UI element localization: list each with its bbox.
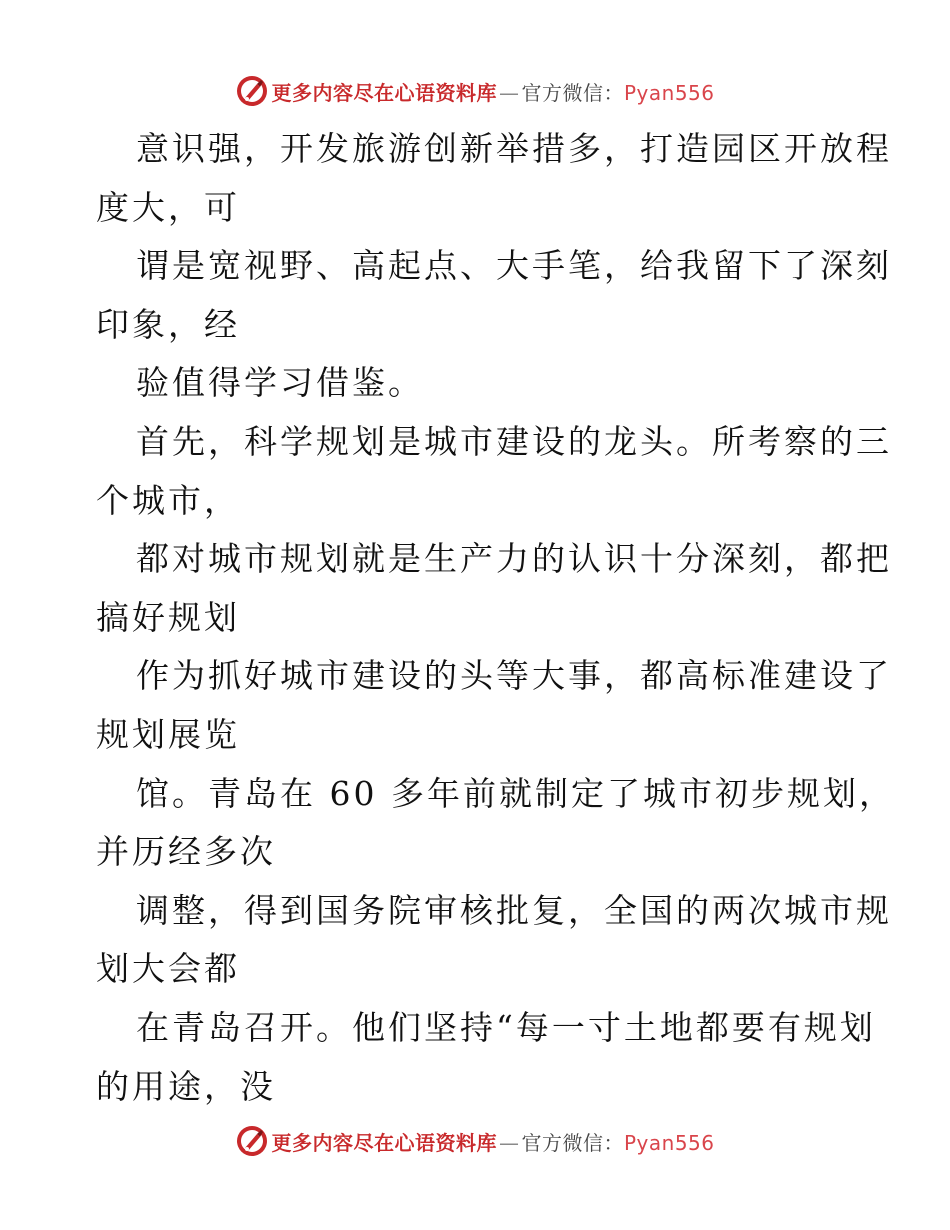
pen-nib-logo-icon <box>235 74 269 108</box>
body-line: 个城市， <box>96 480 240 520</box>
banner-separator: — <box>498 80 520 105</box>
body-line: 作为抓好城市建设的头等大事，都高标准建设了 <box>136 656 892 696</box>
body-line: 印象，经 <box>96 304 240 344</box>
banner-text <box>271 77 714 106</box>
banner-promo-text: 更多内容尽在心语资料库 <box>271 1130 497 1155</box>
body-line: 度大，可 <box>96 187 240 227</box>
body-line: 都对城市规划就是生产力的认识十分深刻，都把 <box>136 539 892 579</box>
banner-wechat-label: 官方微信： <box>521 1130 624 1155</box>
body-line: 调整，得到国务院审核批复，全国的两次城市规 <box>136 890 892 930</box>
body-line: 谓是宽视野、高起点、大手笔，给我留下了深刻 <box>136 246 892 286</box>
body-line: 验值得学习借鉴。 <box>136 363 424 403</box>
pen-nib-logo-icon <box>235 1124 269 1158</box>
header-banner <box>0 71 950 111</box>
body-line: 的用途，没 <box>96 1066 276 1106</box>
footer-banner <box>0 1121 950 1161</box>
body-line: 规划展览 <box>96 714 240 754</box>
banner-wechat-id: Pyan556 <box>623 80 715 105</box>
banner-promo-text: 更多内容尽在心语资料库 <box>271 80 497 105</box>
body-line: 划大会都 <box>96 949 240 989</box>
body-line: 馆。青岛在 60 多年前就制定了城市初步规划， <box>136 773 895 813</box>
body-line: 搞好规划 <box>96 597 240 637</box>
banner-wechat-label: 官方微信： <box>521 80 624 105</box>
banner-text <box>271 1127 714 1156</box>
document-body <box>96 120 895 1116</box>
banner-separator: — <box>498 1130 520 1155</box>
body-line: 首先，科学规划是城市建设的龙头。所考察的三 <box>136 421 892 461</box>
body-line: 在青岛召开。他们坚持“每一寸土地都要有规划 <box>136 1007 876 1047</box>
body-line: 意识强，开发旅游创新举措多，打造园区开放程 <box>136 129 892 168</box>
banner-wechat-id: Pyan556 <box>623 1130 715 1155</box>
body-line: 并历经多次 <box>96 832 276 872</box>
